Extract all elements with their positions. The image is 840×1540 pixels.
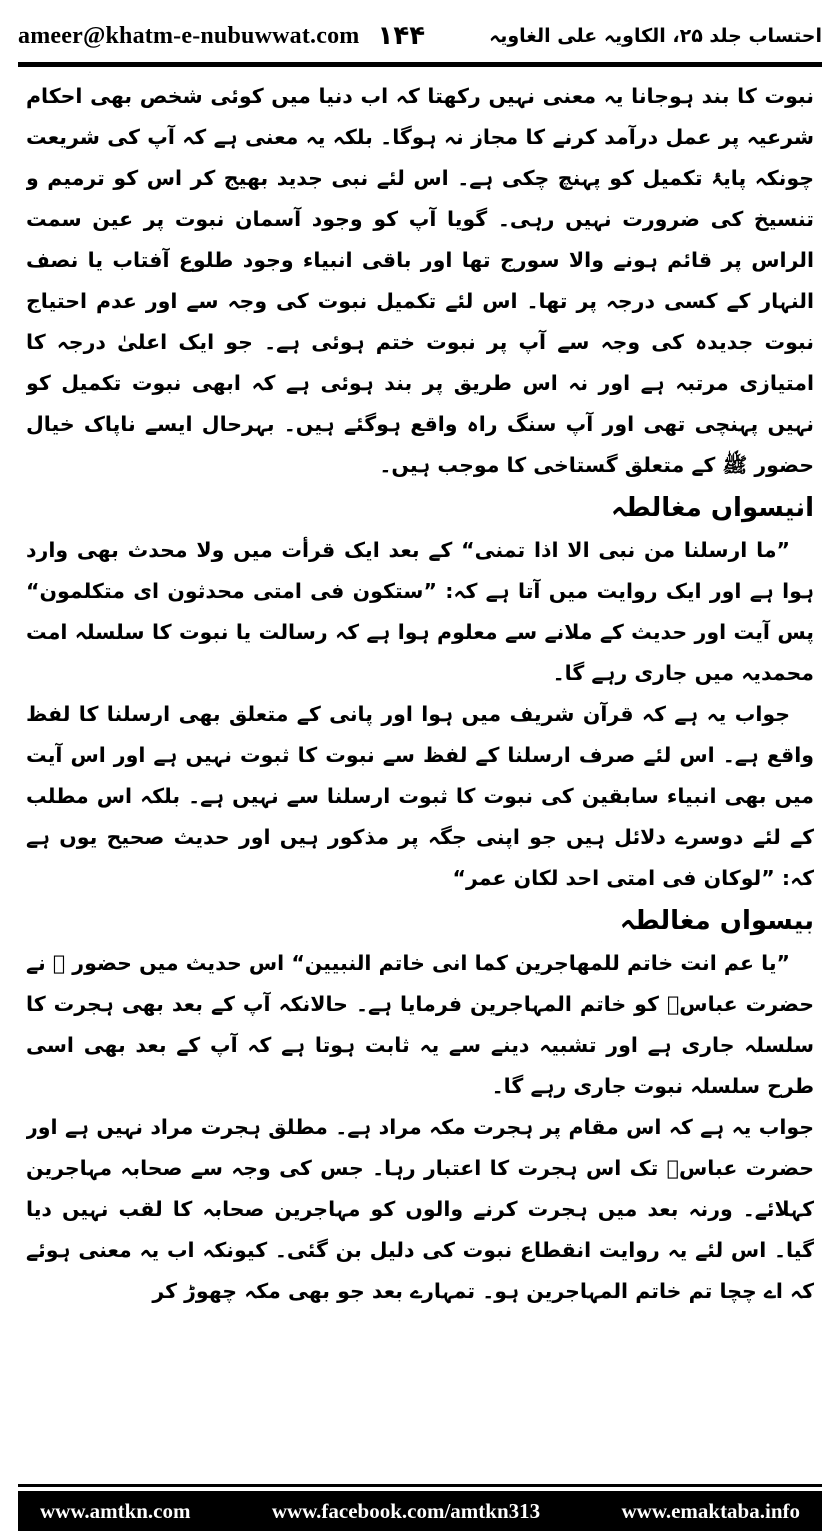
footer-site-emaktaba: www.emaktaba.info [621,1498,800,1523]
header-rule [18,62,822,67]
paragraph-4: ”یا عم انت خاتم للمهاجرین کما انی خاتم النبیین“ اس حدیث میں حضور ﷺ نے حضرت عباسؓ کو خاتم المہاجرین فرمایا ہے۔ حالانکہ آپ کے بعد بھی ہجرت کا سلسلہ جاری ہے اور تشبیہ دینے سے یہ ثابت ہوتا ہے کہ آپ کے بعد بھی اسی طرح سلسلہ نبوت جاری رہے گا۔ [26,951,814,1098]
section-heading-20: بیسواں مغالطہ [619,906,814,936]
paragraph-1: نبوت کا بند ہوجانا یہ معنی نہیں رکھتا کہ اب دنیا میں کوئی شخص بھی احکام شرعیہ پر عمل درآمد کرنے کا مجاز نہ ہوگا۔ بلکہ یہ معنی ہے کہ آپ کی شریعت چونکہ پایۂ تکمیل کو پہنچ چکی ہے۔ اس لئے نبی جدید بھیج کر اس کو ترمیم و تنسیخ کی ضرورت نہیں رہی۔ گویا آپ کو وجود آسمان نبوت پر عین سمت الراس پر قائم ہونے والا سورج تھا اور باقی انبیاء وجود طلوع آفتاب یا نصف النہار کے کسی درجہ پر تھا۔ اس لئے تکمیل نبوت کی وجہ سے اور عدم احتیاج نبوت جدیدہ کی وجہ سے آپ پر نبوت ختم ہوئی ہے۔ جو ایک اعلیٰ درجہ کا امتیازی مرتبہ ہے اور نہ اس طریق پر بند ہوئی ہے کہ ابھی نبوت تکمیل کو نہیں پہنچی تھی اور آپ سنگ راہ واقع ہوگئے ہیں۔ بہرحال ایسے ناپاک خیال حضور ﷺ کے متعلق گستاخی کا موجب ہیں۔ [26,84,814,477]
paragraph-3: جواب یہ ہے کہ قرآن شریف میں ہوا اور پانی کے متعلق بھی ارسلنا کا لفظ واقع ہے۔ اس لئے صرف ارسلنا کے لفظ سے نبوت کا ثبوت نہیں ہے اور اس آیت میں بھی انبیاء سابقین کی نبوت کا ثبوت ارسلنا سے نہیں ہے۔ بلکہ اس مطلب کے لئے دوسرے دلائل ہیں جو اپنی جگہ پر مذکور ہیں اور حدیث صحیح یوں ہے کہ: ”لوکان فی امتی احد لکان عمر“ [26,702,814,890]
page-number: ۱۴۴ [377,21,426,51]
section-heading-19: انیسواں مغالطہ [610,493,814,523]
header-email: ameer@khatm-e-nubuwwat.com [18,22,360,49]
page-body [26,76,814,1476]
page-header [18,14,822,58]
footer-site-amtkn: www.amtkn.com [40,1498,191,1523]
paragraph-2: ”ما ارسلنا من نبی الا اذا تمنی“ کے بعد ایک قرأت میں ولا محدث بھی وارد ہوا ہے اور ایک روایت میں آتا ہے کہ: ”ستکون فی امتی محدثون ای متکلمون“ پس آیت اور حدیث کے ملانے سے معلوم ہوا ہے کہ رسالت یا نبوت کا سلسلہ امت محمدیہ میں جاری رہے گا۔ [26,538,814,685]
header-left [18,21,425,51]
footer-site-facebook: www.facebook.com/amtkn313 [271,1498,541,1523]
page-footer [18,1491,822,1531]
paragraph-5: جواب یہ ہے کہ اس مقام پر ہجرت مکہ مراد ہے۔ مطلق ہجرت مراد نہیں ہے اور حضرت عباسؓ تک اس ہجرت کا اعتبار رہا۔ جس کی وجہ سے صحابہ مہاجرین کہلائے۔ ورنہ بعد میں ہجرت کرنے والوں کو مہاجرین صحابہ کا لقب نہیں دیا گیا۔ اس لئے یہ روایت انقطاع نبوت کی دلیل بن گئی۔ کیونکہ اب یہ معنی ہوئے کہ اے چچا تم خاتم المہاجرین ہو۔ تمہارے بعد جو بھی مکہ چھوڑ کر [26,1115,814,1303]
footer-rule [18,1484,822,1487]
book-title: احتساب جلد ۲۵، الکاویہ علی الغاویہ [489,25,822,47]
